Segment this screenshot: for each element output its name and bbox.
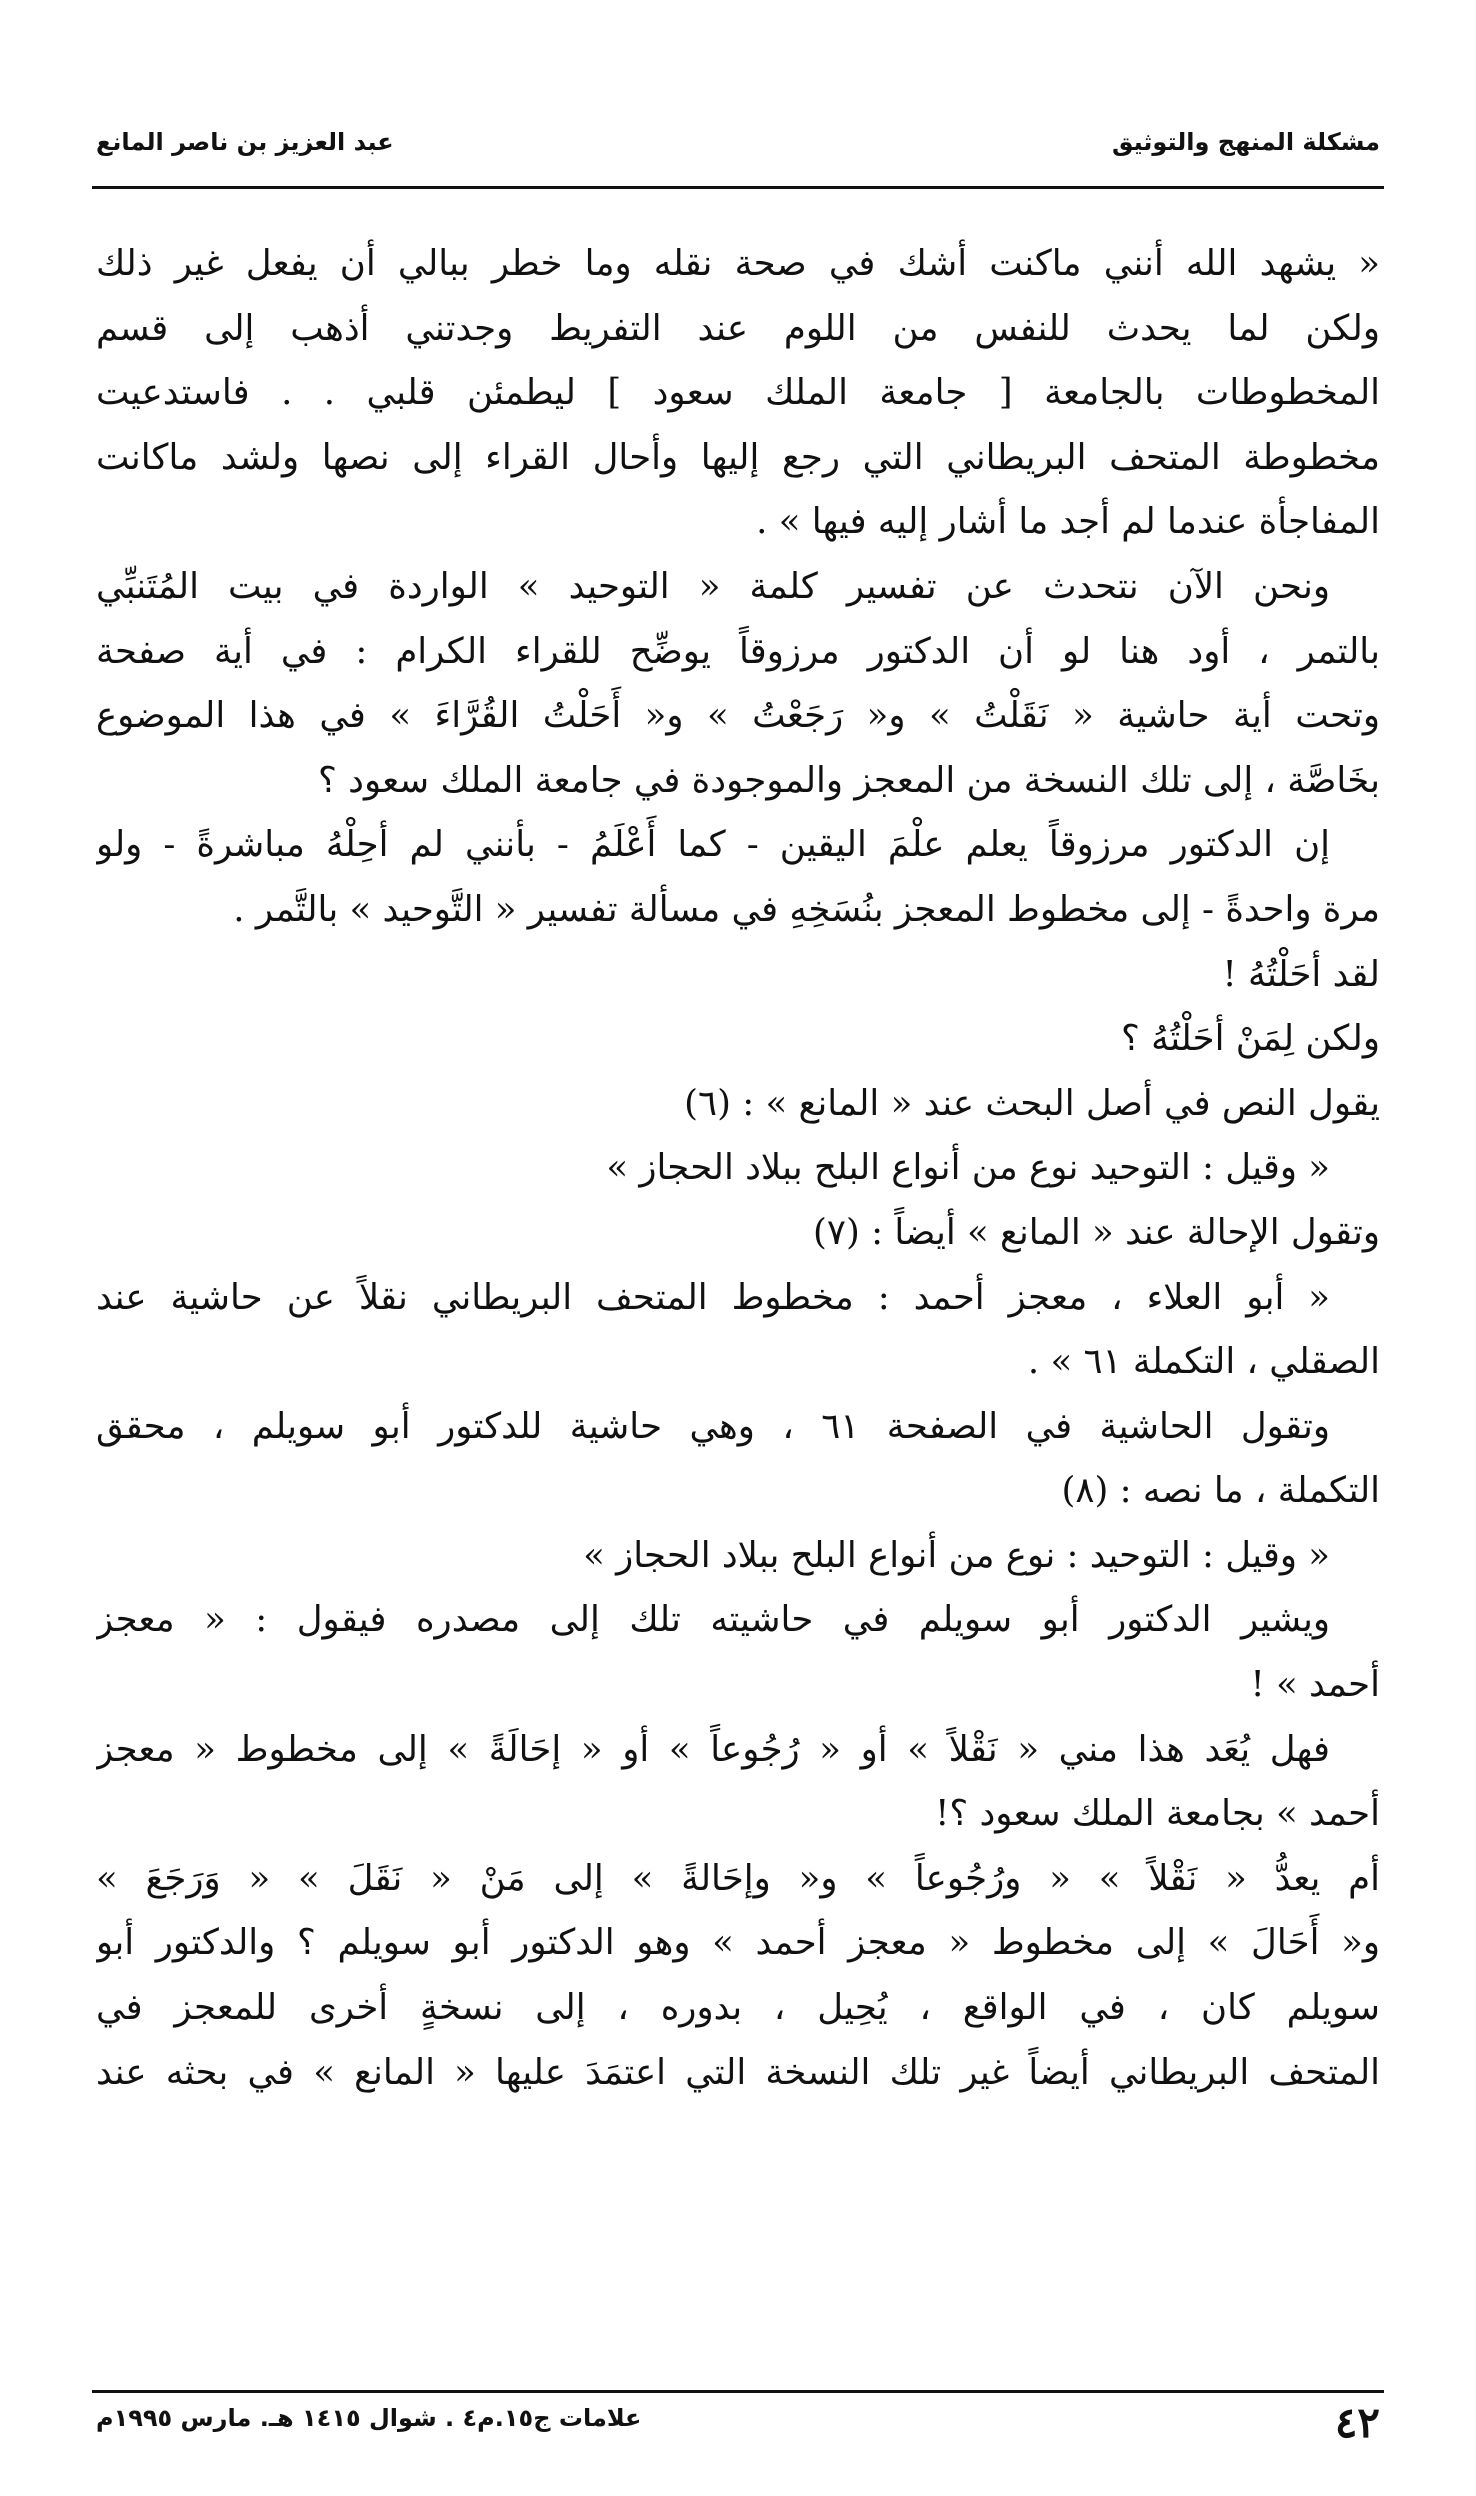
text-line: « وقيل : التوحيد : نوع من أنواع البلح ببلاد الحجاز » (583, 1534, 1330, 1576)
running-header (96, 128, 1380, 172)
text-line: سويلم كان ، في الواقع ، يُحِيل ، بدوره ، إلى نسخةٍ أخرى للمعجز في (96, 1987, 1380, 2029)
text-line: فهل يُعَد هذا مني « نَقْلاً » أو « رُجُوعاً » أو « إحَالَةً » إلى مخطوط « معجز (96, 1728, 1330, 1770)
running-footer (96, 2398, 1380, 2458)
text-line: المفاجأة عندما لم أجد ما أشار إليه فيها » . (756, 501, 1380, 543)
text-line: « يشهد الله أنني ماكنت أشك في صحة نقله وما خطر ببالي أن يفعل غير ذلك (96, 243, 1380, 284)
text-line: أحمد » ! (1250, 1664, 1380, 1706)
text-line: الصقلي ، التكملة ٦١ » . (1027, 1341, 1380, 1383)
text-line: إن الدكتور مرزوقاً يعلم علْمَ اليقين - كما أَعْلَمُ - بأنني لم أحِلْهُ مباشرةً - ولو (96, 824, 1330, 866)
text-line: « أبو العلاء ، معجز أحمد : مخطوط المتحف البريطاني نقلاً عن حاشية عند (96, 1276, 1330, 1318)
text-line: التكملة ، ما نصه : (٨) (1061, 1470, 1380, 1512)
section-title: مشكلة المنهج والتوثيق (1111, 128, 1380, 156)
text-line: بخَاصَّة ، إلى تلك النسخة من المعجز والموجودة في جامعة الملك سعود ؟ (318, 759, 1380, 801)
text-line: بالتمر ، أود هنا لو أن الدكتور مرزوقاً يوضِّح للقراء الكرام : في أية صفحة (96, 630, 1380, 672)
text-line: وتحت أية حاشية « نَقَلْتُ » و« رَجَعْتُ » و« أَحَلْتُ القُرَّاءَ » في هذا الموضوع (96, 695, 1380, 737)
text-line: وتقول الإحالة عند « المانع » أيضاً : (٧) (813, 1211, 1380, 1253)
text-line: المخطوطات بالجامعة [ جامعة الملك سعود ] ليطمئن قلبي . . فاستدعيت (96, 372, 1380, 414)
text-line: المتحف البريطاني أيضاً غير تلك النسخة التي اعتمَدَ عليها « المانع » في بحثه عند (96, 2051, 1380, 2093)
header-divider (92, 186, 1384, 189)
text-line: مخطوطة المتحف البريطاني التي رجع إليها وأحال القراء إلى نصها ولشد ماكانت (96, 436, 1380, 478)
text-line: أم يعدُّ « نَقْلاً » « ورُجُوعاً » و« وإحَالةً » إلى مَنْ « نَقَلَ » « وَرَجَعَ » (96, 1857, 1380, 1899)
text-line: ويشير الدكتور أبو سويلم في حاشيته تلك إلى مصدره فيقول : « معجز (96, 1599, 1330, 1641)
text-line: ولكن لما يحدث للنفس من اللوم عند التفريط وجدتني أذهب إلى قسم (96, 307, 1380, 349)
text-line: ونحن الآن نتحدث عن تفسير كلمة « التوحيد » الواردة في بيت المُتَنبِّي (96, 565, 1330, 607)
text-line: يقول النص في أصل البحث عند « المانع » : (٦) (684, 1082, 1380, 1124)
text-line: مرة واحدةً - إلى مخطوط المعجز بنُسَخِهِ في مسألة تفسير « التَّوحيد » بالتَّمر . (233, 888, 1380, 930)
text-line: لقد أحَلْتُهُ ! (1222, 953, 1380, 995)
footer-divider (92, 2390, 1384, 2393)
author-name: عبد العزيز بن ناصر المانع (96, 128, 394, 156)
text-line: و« أَحَالَ » إلى مخطوط « معجز أحمد » وهو الدكتور أبو سويلم ؟ والدكتور أبو (96, 1922, 1380, 1964)
text-line: « وقيل : التوحيد نوع من أنواع البلح ببلاد الحجاز » (606, 1147, 1330, 1189)
body-text (96, 232, 1380, 2105)
text-line: ولكن لِمَنْ أحَلْتُهُ ؟ (1121, 1018, 1380, 1060)
text-line: أحمد » بجامعة الملك سعود ؟! (935, 1793, 1380, 1835)
page-number: ٤٢ (1334, 2398, 1380, 2447)
text-line: وتقول الحاشية في الصفحة ٦١ ، وهي حاشية للدكتور أبو سويلم ، محقق (96, 1405, 1330, 1447)
journal-info: علامات ج١٥.م٤ . شوال ١٤١٥ هـ. مارس ١٩٩٥م (96, 2404, 642, 2432)
